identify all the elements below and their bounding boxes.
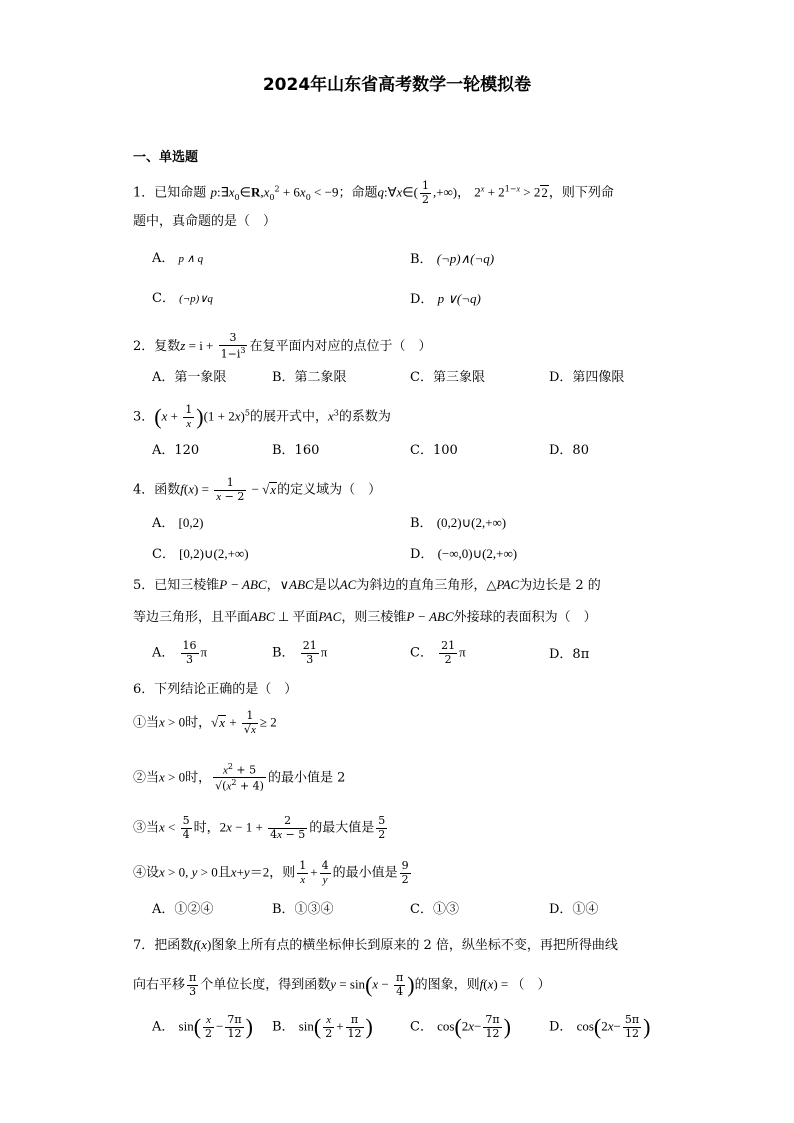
- option-b[interactable]: B．①③④: [272, 902, 334, 917]
- question-1: 1．已知命题 $p:\exists x_0\in R,x_0^2 + 6x_0 < -9$；命题q:∀x∈( $\frac{1}{2}$ ,+∞)， $2^x + 2^{1-x} > 22$，则下列命: [133, 179, 614, 206]
- option-d[interactable]: D． p ∨(¬q): [410, 291, 481, 307]
- question-5: 5．已知三棱锥P − ABC，∨ABC是以AC为斜边的直角三角形，△PAC为边长是 2 的: [133, 577, 601, 593]
- option-d[interactable]: D．第四像限: [549, 370, 625, 385]
- option-b[interactable]: B． $\frac{21}{3}$ π: [272, 639, 328, 666]
- statement-1: ①当x > 0时，√x + $\frac{1}{√x}$ ≥ 2: [133, 709, 277, 736]
- option-a[interactable]: A． $\frac{16}{3}$ π: [152, 639, 208, 666]
- question-1-line-2: 题中，真命题的是（ ）: [133, 214, 277, 229]
- question-3: 3．(x + $\frac{1}{x}$ )$(1 + 2x)^5$的展开式中，$x^3$的系数为: [133, 403, 391, 430]
- option-a[interactable]: A．120: [152, 443, 200, 458]
- option-a[interactable]: A． sin( $\frac{x}{2}$ − $\frac{7\pi}{12}$ ): [152, 1013, 253, 1040]
- option-c[interactable]: C． cos(2x− $\frac{7\pi}{12}$ ): [410, 1013, 511, 1040]
- option-a[interactable]: A． p ∧ q: [152, 251, 204, 266]
- page-title: 2024年山东省高考数学一轮模拟卷: [262, 75, 532, 95]
- question-7: 7．把函数f(x)图象上所有点的横坐标伸长到原来的 2 倍，纵坐标不变，再把所得曲线: [133, 937, 618, 953]
- option-b[interactable]: B．第二象限: [272, 370, 347, 385]
- option-b[interactable]: B．160: [272, 443, 320, 458]
- option-d[interactable]: D． (−∞,0)∪(2,+∞): [410, 546, 518, 562]
- option-d[interactable]: D．8π: [549, 647, 590, 662]
- option-c[interactable]: C．第三象限: [410, 370, 485, 385]
- option-b[interactable]: B． (¬p)∧(¬q): [410, 251, 495, 267]
- question-4: 4．函数f(x) = $\frac{1}{x - 2}$ − √x的定义域为（ ）: [133, 476, 382, 503]
- option-b[interactable]: B． sin( $\frac{x}{2}$ + $\frac{\pi}{12}$ ): [272, 1013, 373, 1040]
- option-c[interactable]: C． $\frac{21}{2}$ π: [410, 639, 466, 666]
- question-6: 6．下列结论正确的是（ ）: [133, 682, 298, 697]
- option-d[interactable]: D． cos(2x− $\frac{5\pi}{12}$ ): [549, 1013, 651, 1040]
- question-2: 2．复数z = i + $\frac{3}{1-i^3}$ 在复平面内对应的点位于（ ）: [133, 331, 432, 361]
- option-a[interactable]: A．①②④: [152, 902, 214, 917]
- question-7-line-2: 向右平移 $\frac{\pi}{3}$ 个单位长度，得到函数y = sin(x − $\frac{\pi}{4}$ )的图象，则f(x) = （ ）: [133, 971, 551, 998]
- statement-4: ④设x > 0, y > 0且x+y＝2，则 $\frac{1}{x}$ + $\frac{4}{y}$ 的最小值是 $\frac{9}{2}$: [133, 859, 409, 886]
- option-a[interactable]: A． [0,2): [152, 515, 204, 531]
- statement-2: ②当x > 0时， $\frac{x^2 + 5}{√(x^2 + 4)}$ 的最小值是 2: [133, 762, 346, 793]
- formula: p: [210, 184, 217, 200]
- section-heading: 一、单选题: [133, 150, 199, 165]
- option-a[interactable]: A．第一象限: [152, 370, 227, 385]
- statement-3: ③当x < $\frac{5}{4}$ 时，2x − 1 + $\frac{2}{4x - 5}$ 的最大值是 $\frac{5}{2}$: [133, 814, 386, 841]
- option-c[interactable]: C．100: [410, 443, 458, 458]
- question-5-line-2: 等边三角形，且平面ABC ⊥ 平面PAC，则三棱锥P − ABC外接球的表面积为（ ）: [133, 609, 597, 625]
- option-c[interactable]: C． [0,2)∪(2,+∞): [152, 546, 249, 562]
- option-d[interactable]: D．①④: [549, 902, 599, 917]
- option-d[interactable]: D．80: [549, 443, 589, 458]
- option-c[interactable]: C． (¬p)∨q: [152, 291, 213, 306]
- option-c[interactable]: C．①③: [410, 902, 459, 917]
- option-b[interactable]: B． (0,2)∪(2,+∞): [410, 515, 507, 531]
